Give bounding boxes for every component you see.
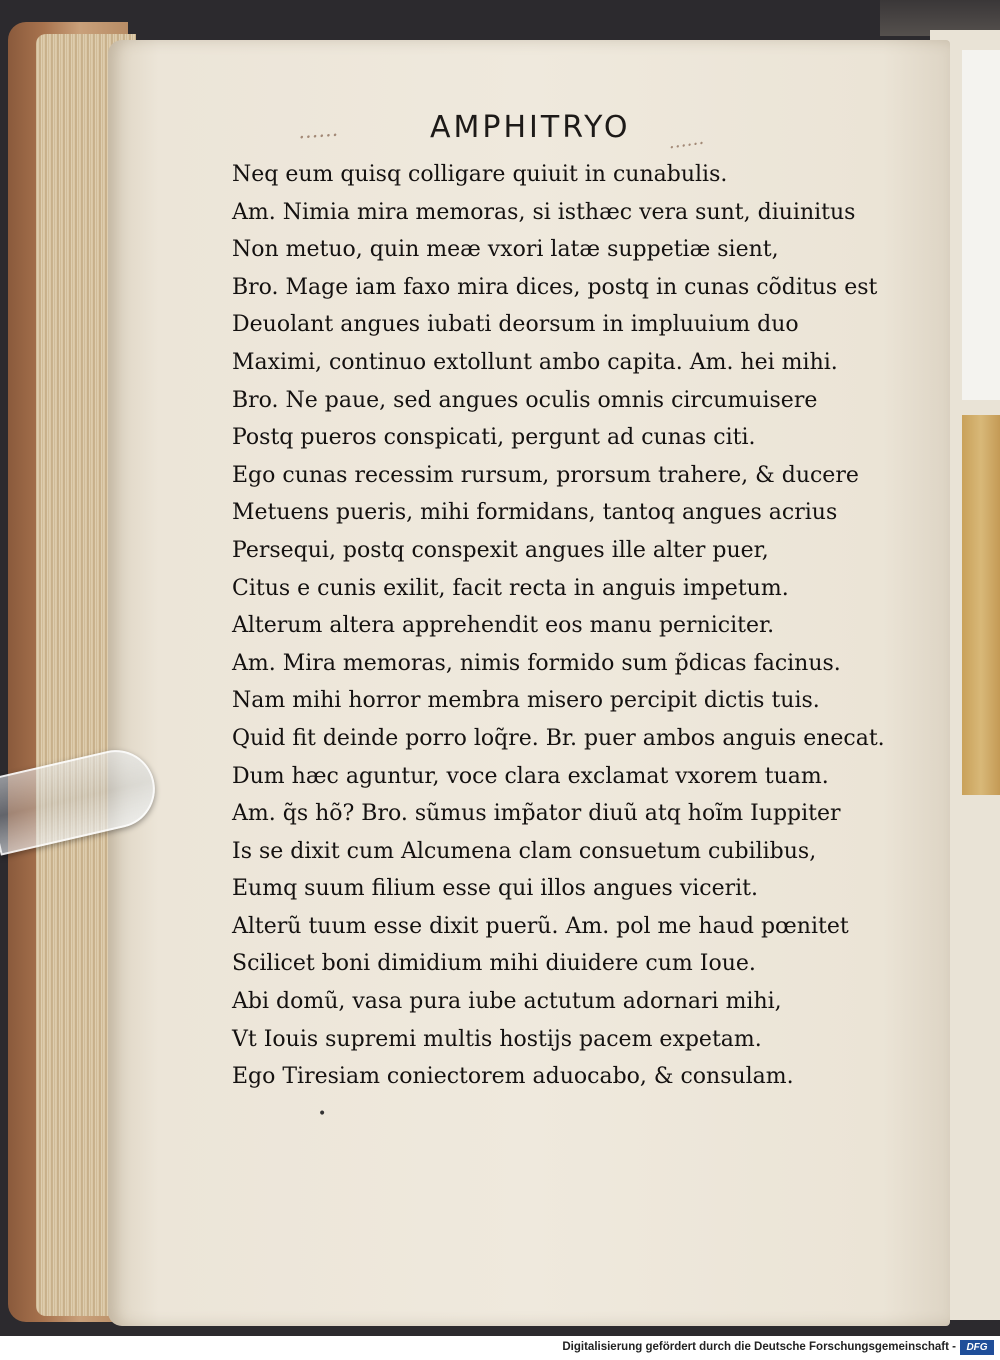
verse-line: Bro. Ne paue, sed angues oculis omnis circumuisere: [232, 387, 818, 413]
verse-line: Alterum altera apprehendit eos manu perniciter.: [232, 613, 775, 639]
verse-text: [232, 156, 885, 1096]
verse-line: Non metuo, quin meæ vxori latæ suppetiæ sient,: [232, 237, 779, 263]
verse-line: Deuolant angues iubati deorsum in impluuium duo: [232, 312, 799, 338]
verse-line: Ego cunas recessim rursum, prorsum trahere, & ducere: [232, 462, 859, 488]
verse-line: Am. Nimia mira memoras, si isthæc vera sunt, diuinitus: [232, 199, 856, 225]
facing-page-slip: [962, 50, 1000, 400]
verse-line: Am. Mira memoras, nimis formido sum p̃dicas facinus.: [232, 650, 841, 676]
verse-line: Alterũ tuum esse dixit puerũ. Am. pol me haud pœnitet: [232, 913, 849, 939]
verse-line: Am. q̃s hõ? Bro. sũmus imp̃ator diuũ atq hoĩm Iuppiter: [232, 801, 841, 827]
verse-line: Citus e cunis exilit, facit recta in anguis impetum.: [232, 575, 789, 601]
verse-line: Ego Tiresiam coniectorem aduocabo, & consulam.: [232, 1064, 794, 1090]
verse-line: Quid fit deinde porro loq̃re. Br. puer ambos anguis enecat.: [232, 725, 885, 751]
verse-line: Persequi, postq conspexit angues ille alter puer,: [232, 537, 769, 563]
facing-page-stain: [962, 415, 1000, 795]
verse-line: Neq eum quisq colligare quiuit in cunabulis.: [232, 162, 728, 187]
funding-credit: Digitalisierung gefördert durch die Deutsche Forschungsgemeinschaft -: [562, 1341, 956, 1353]
footer-bar: [0, 1336, 1000, 1360]
verse-line: Scilicet boni dimidium mihi diuidere cum Ioue.: [232, 951, 756, 977]
marginal-note-right: ……: [666, 127, 706, 154]
verse-line: Abi domũ, vasa pura iube actutum adornari mihi,: [232, 989, 782, 1015]
verse-line: Vt Iouis supremi multis hostijs pacem expetam.: [232, 1026, 762, 1052]
verse-line: Maximi, continuo extollunt ambo capita. Am. hei mihi.: [232, 349, 838, 375]
running-head: AMPHITRYO: [430, 110, 631, 145]
verse-line: Postq pueros conspicati, pergunt ad cunas citi.: [232, 425, 756, 451]
verse-line: Metuens pueris, mihi formidans, tantoq angues acrius: [232, 500, 838, 526]
dfg-logo: DFG: [960, 1340, 994, 1355]
verse-line: Bro. Mage iam faxo mira dices, postq in cunas cõditus est: [232, 274, 878, 300]
verse-line: Dum hæc aguntur, voce clara exclamat vxorem tuam.: [232, 763, 829, 789]
marginal-note-left: ……: [297, 116, 339, 144]
verse-line: Eumq suum filium esse qui illos angues vicerit.: [232, 876, 758, 902]
verse-line: Is se dixit cum Alcumena clam consuetum cubilibus,: [232, 838, 817, 864]
ink-speck: •: [318, 1106, 327, 1122]
verse-line: Nam mihi horror membra misero percipit dictis tuis.: [232, 688, 820, 714]
